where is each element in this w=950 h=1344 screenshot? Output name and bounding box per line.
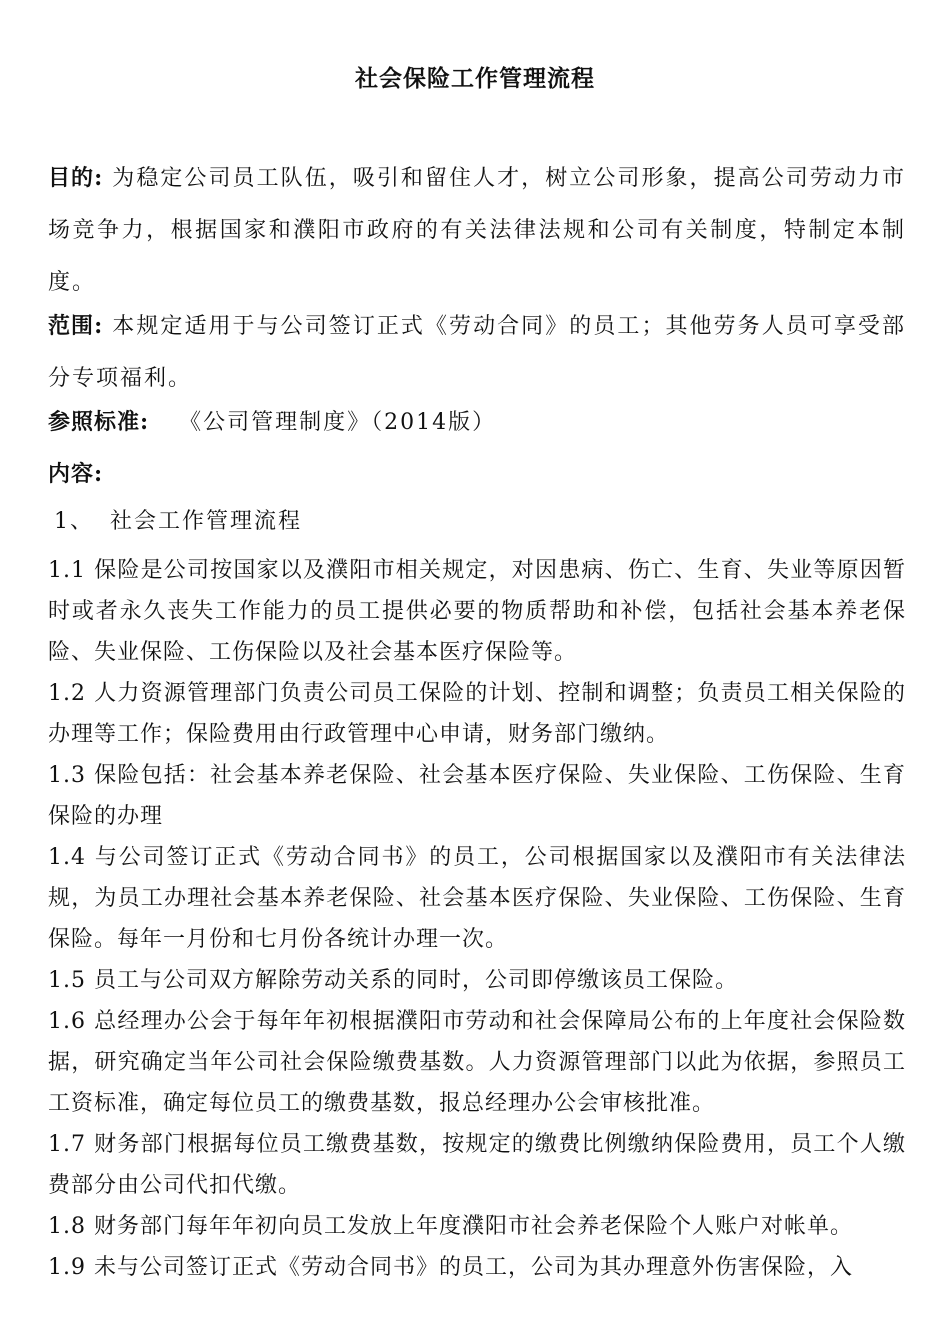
reference-label: 参照标准: [48,409,150,435]
list-item: 1.1 保险是公司按国家以及濮阳市相关规定，对因患病、伤亡、生育、失业等原因暂时或者永久丧失工作能力的员工提供必要的物质帮助和补偿，包括社会基本养老保险、失业保险、工伤保险以及社会基本医疗保险等。 [48,558,906,665]
content-label-block [48,448,906,501]
list-item: 1.3 保险包括：社会基本养老保险、社会基本医疗保险、失业保险、工伤保险、生育保险的办理 [48,763,906,829]
scope-label: 范围: [48,313,104,339]
list-item: 1.5 员工与公司双方解除劳动关系的同时，公司即停缴该员工保险。 [48,968,738,993]
list-item: 1.4 与公司签订正式《劳动合同书》的员工，公司根据国家以及濮阳市有关法律法规，为员工办理社会基本养老保险、社会基本医疗保险、失业保险、工伤保险、生育保险。每年一月份和七月份各统计办理一次。 [48,845,906,952]
purpose-label: 目的: [48,165,104,191]
list-item: 1.9 未与公司签订正式《劳动合同书》的员工，公司为其办理意外伤害保险，入 [48,1255,853,1280]
reference-paragraph [48,396,906,449]
purpose-text: 为稳定公司员工队伍，吸引和留住人才，树立公司形象，提高公司劳动力市场竞争力，根据国家和濮阳市政府的有关法律法规和公司有关制度，特制定本制度。 [48,166,906,295]
reference-text: 《公司管理制度》（2014版） [179,410,497,435]
list-item: 1.6 总经理办公会于每年年初根据濮阳市劳动和社会保障局公布的上年度社会保险数据，研究确定当年公司社会保险缴费基数。人力资源管理部门以此为依据，参照员工工资标准，确定每位员工的缴费基数，报总经理办公会审核批准。 [48,1009,906,1116]
scope-paragraph [48,300,906,405]
purpose-paragraph [48,152,906,309]
purpose-block [48,152,906,309]
section-heading-row [48,496,906,548]
list-item: 1.2 人力资源管理部门负责公司员工保险的计划、控制和调整；负责员工相关保险的办理等工作；保险费用由行政管理中心申请，财务部门缴纳。 [48,681,906,747]
scope-block [48,300,906,405]
section-heading [48,496,906,548]
content-items [48,550,906,1288]
section-title: 社会工作管理流程 [110,509,303,534]
list-item: 1.7 财务部门根据每位员工缴费基数，按规定的缴费比例缴纳保险费用，员工个人缴费部分由公司代扣代缴。 [48,1132,906,1198]
content-label: 内容: [48,461,104,487]
document-title: 社会保险工作管理流程 [355,65,595,92]
section-number: 1、 [54,509,94,534]
content-label-row [48,448,906,501]
scope-text: 本规定适用于与公司签订正式《劳动合同》的员工；其他劳务人员可享受部分专项福利。 [48,314,906,391]
reference-block [48,396,906,449]
list-item: 1.8 财务部门每年年初向员工发放上年度濮阳市社会养老保险个人账户对帐单。 [48,1214,853,1239]
